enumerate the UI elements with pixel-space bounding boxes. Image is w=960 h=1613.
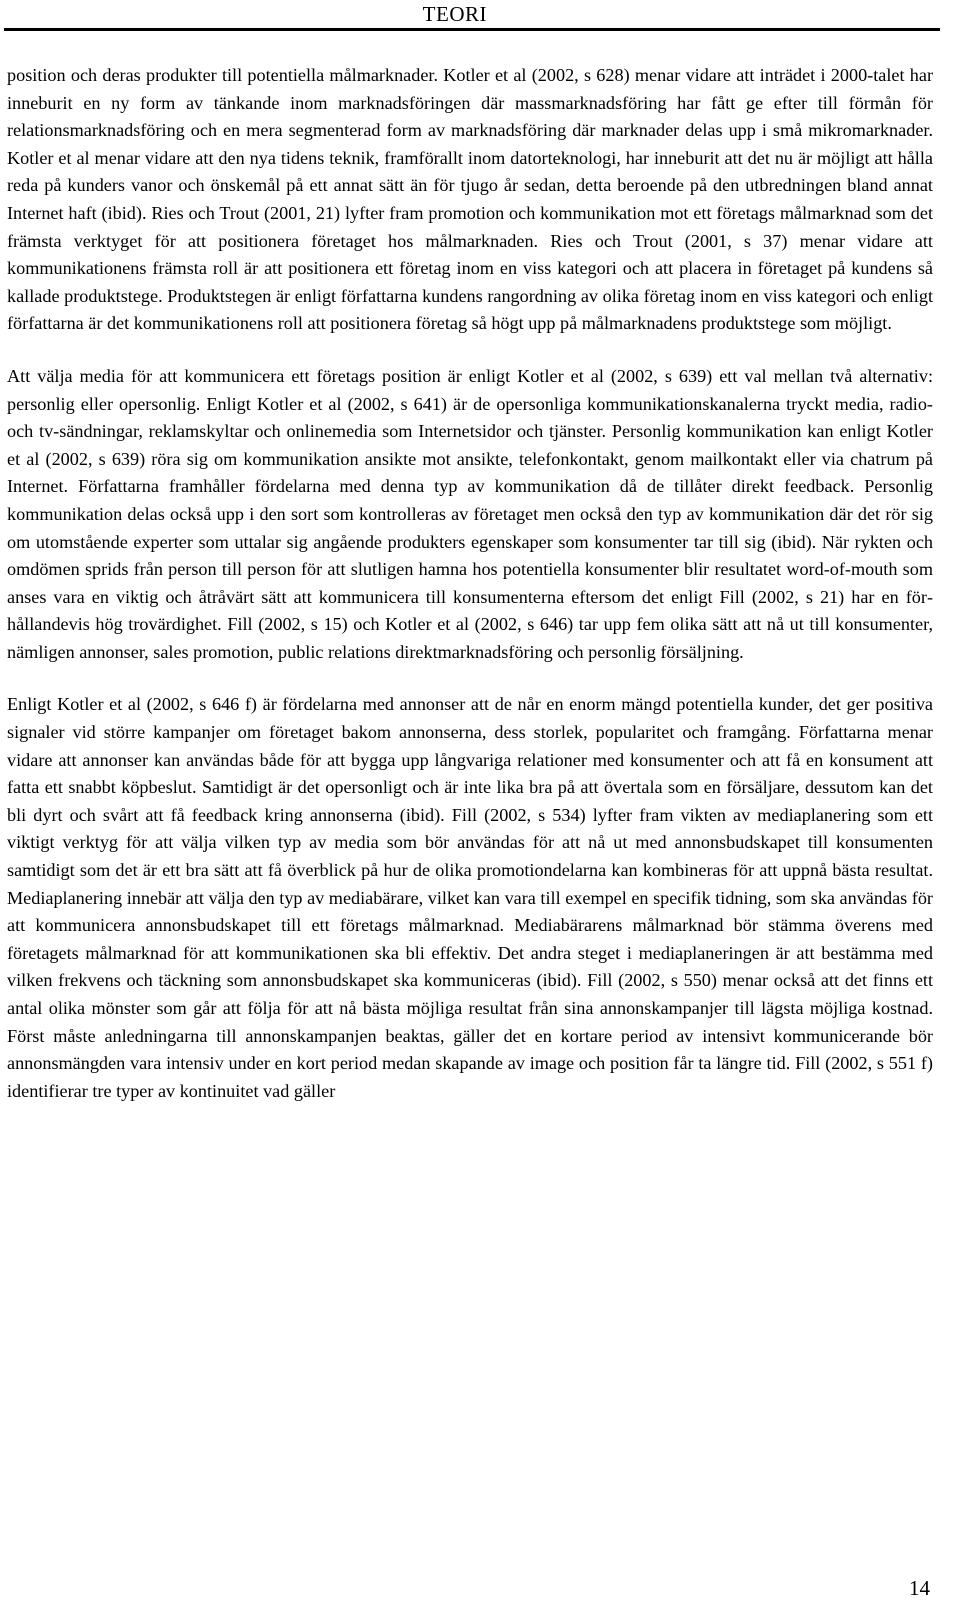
body-text: [7, 62, 933, 1130]
header-rule: [4, 28, 940, 31]
paragraph: Enligt Kotler et al (2002, s 646 f) är fördelarna med annonser att de når en enorm mängd potentiella kunder, det ger positiva signaler vid större kampanjer om företaget bakom annonserna, dess storlek, popularitet och framgång. Författarna menar vidare att annonser kan användas både för att bygga upp långvariga relationer med konsumenter och att få en konsument att fatta ett snabbt köpbeslut. Samtidigt är det opersonligt och är inte lika bra på att övertala som en försäljare, dessutom kan det bli dyrt och svårt att få feedback kring annonserna (ibid). Fill (2002, s 534) lyfter fram vikten av mediaplanering som ett viktigt verktyg för att välja vilken typ av media som bör användas för att nå ut med annonsbudskapet till konsumenten samtidigt som det är ett bra sätt att få överblick på hur de olika promotiondelarna kan kombineras för att uppnå bästa resultat. Mediaplanering innebär att välja den typ av mediabärare, vilket kan vara till exempel en specifik tidning, som ska användas för att kommunicera annonsbudskapet till ett företags målmarknad. Mediabärarens målmarknad bör stämma överens med företagets målmarknad för att kommunikationen ska bli effektiv. Det andra steget i mediaplaneringen är att bestämma med vilken frekvens och täckning som annonsbudskapet ska kommuniceras (ibid). Fill (2002, s 550) menar också att det finns ett antal olika mönster som går att följa för att nå bästa möjliga resultat från sina annonskampanjer till lägsta möjliga kostnad. Först måste anledningarna till annonskampanjen beaktas, gäller det en kortare period av intensivt kommunicerande bör annonsmängden vara intensiv under en kort period medan skapande av image och position får ta längre tid. Fill (2002, s 551 f) identifierar tre typer av kontinuitet vad gäller: [7, 694, 933, 1101]
running-header-title: TEORI: [422, 2, 487, 26]
paragraph: Att välja media för att kommunicera ett företags position är enligt Kotler et al (2002, s 639) ett val mellan två alternativ: personlig eller opersonlig. Enligt Kotler et al (2002, s 641) är de opersonliga kommunikationskanalerna tryckt media, radio- och tv-sändningar, reklamskyltar och onlinemedia som Internetsidor och tjänster. Personlig kommunikation kan enligt Kotler et al (2002, s 639) röra sig om kommunikation ansikte mot ansikte, telefonkontakt, genom mailkontakt eller via chatrum på Internet. Författarna framhåller fördelarna med denna typ av kommunikation då de tillåter direkt feedback. Personlig kommunikation delas också upp i den sort som kontrolleras av företaget men också den typ av kommunikation där det rör sig om utomstående experter som uttalar sig angående produkters egenskaper som konsumenter tar till sig (ibid). När rykten och omdömen sprids från person till person för att slutligen hamna hos potentiella konsumenter blir resultatet word-of-mouth som anses vara en viktig och åtråvärt sätt att kommunicera till konsumenterna eftersom det enligt Fill (2002, s 21) har en förhållandevis hög trovärdighet. Fill (2002, s 15) och Kotler et al (2002, s 646) tar upp fem olika sätt att nå ut till konsumenter, nämligen annonser, sales promotion, public relations direktmarknadsföring och personlig försäljning.: [7, 365, 933, 662]
page-header: [0, 0, 940, 30]
paragraph: position och deras produkter till potentiella målmarknader. Kotler et al (2002, s 628) menar vidare att inträdet i 2000-talet har inneburit en ny form av tänkande inom marknadsföringen där massmarknadsföring har fått ge efter till förmån för relationsmarknadsföring och en mera segmenterad form av marknadsföring där marknader delas upp i små mikromarknader. Kotler et al menar vidare att den nya tidens teknik, framförallt inom datorteknologi, har inneburit att det nu är möjligt att hålla reda på kunders vanor och önskemål på ett annat sätt än för tjugo år sedan, detta beroende på den utbredningen bland annat Internet haft (ibid). Ries och Trout (2001, 21) lyfter fram promotion och kommunikation mot ett företags målmarknad som det främsta verktyget för att positionera företaget hos målmarknaden. Ries och Trout (2001, s 37) menar vidare att kommunikationens främsta roll är att positionera ett företag inom en viss kategori och att placera in företaget på kundens så kallade produktstege. Produktstegen är enligt författarna kundens rangordning av olika företag inom en viss kategori och enligt författarna är det kommunikationens roll att positionera företag så högt upp på målmarknadens produktstege som möjligt.: [7, 65, 933, 334]
page-number: 14: [909, 1576, 930, 1600]
